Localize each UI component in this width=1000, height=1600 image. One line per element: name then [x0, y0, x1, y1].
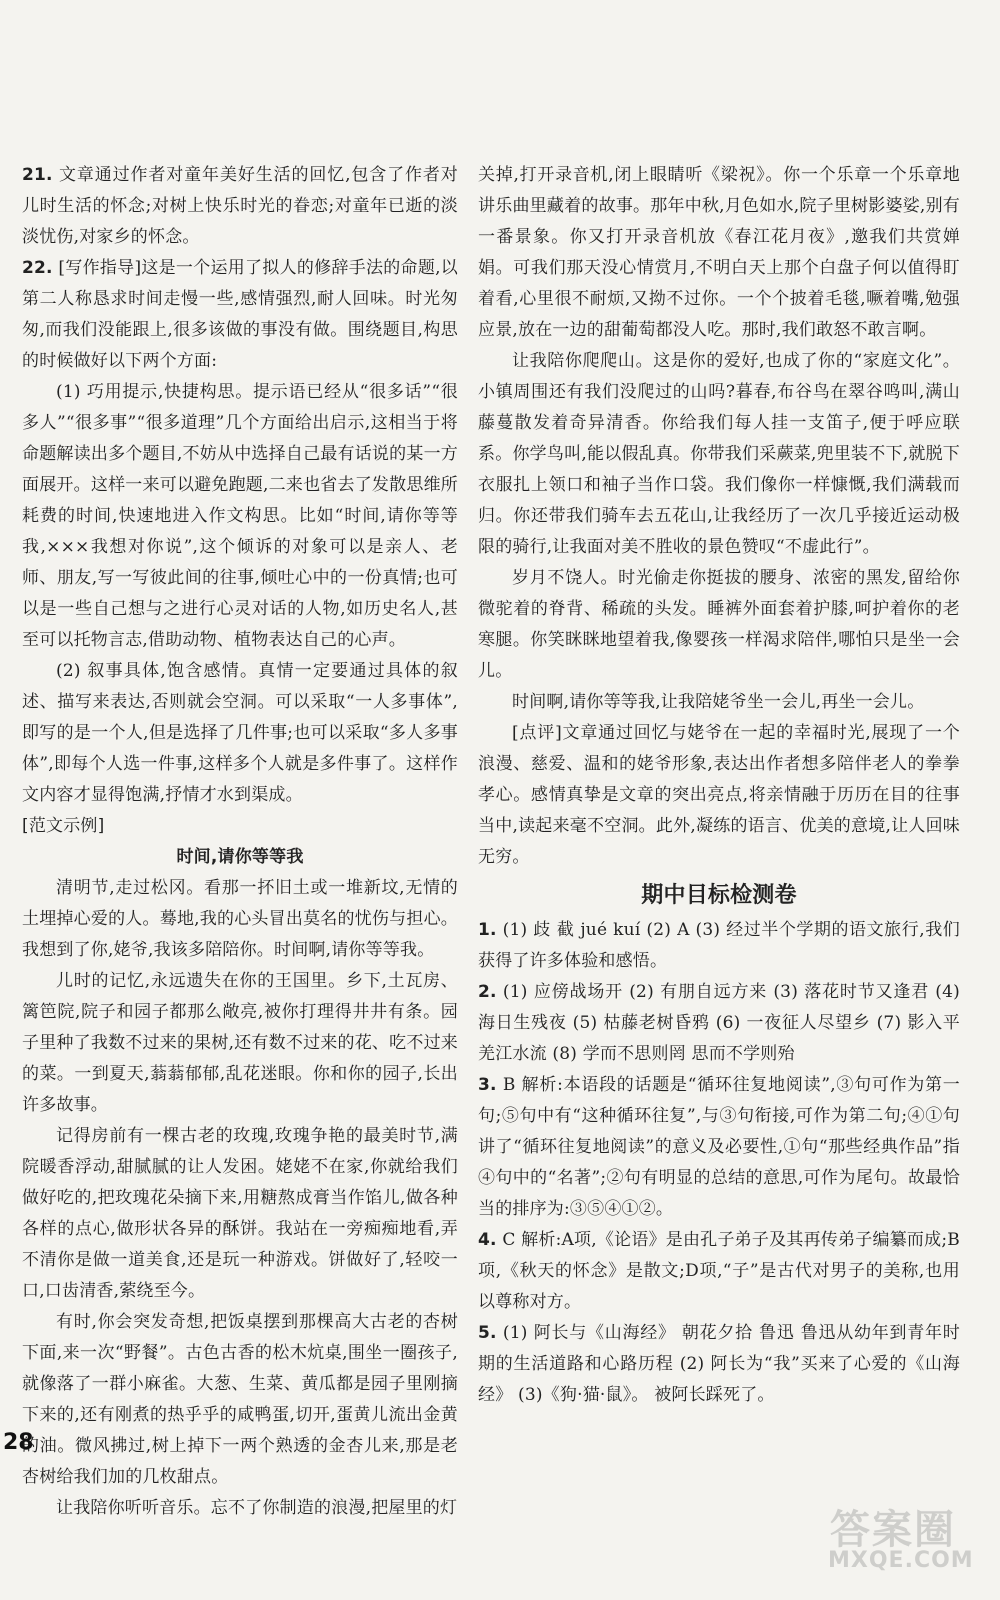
paragraph: 岁月不饶人。时光偷走你挺拔的腰身、浓密的黑发,留给你微驼着的脊背、稀疏的头发。睡裤外面套着护膝,呵护着你的老寒腿。你笑眯眯地望着我,像婴孩一样渴求陪伴,哪怕只是坐一会儿。 — [478, 568, 960, 681]
answer-text: (1) 阿长与《山海经》 朝花夕拾 鲁迅 鲁迅从幼年到青年时期的生活道路和心路历程 (2) 阿长为“我”买来了心爱的《山海经》 (3)《狗·猫·鼠》。 被阿长踩死了。 — [478, 1323, 960, 1405]
answer-item — [478, 1225, 960, 1318]
answer-item — [22, 160, 458, 253]
answer-text: (1) 应傍战场开 (2) 有朋自远方来 (3) 落花时节又逢君 (4) 海日生残夜 (5) 枯藤老树昏鸦 (6) 一夜征人尽望乡 (7) 影入平羌江水流 (8) 学而不思则罔 思而不学则殆 — [478, 982, 960, 1064]
section-label: [范文示例] — [22, 816, 105, 836]
left-column — [22, 160, 458, 1524]
answer-text: B 解析:本语段的话题是“循环往复地阅读”,③句可作为第一句;⑤句中有“这种循环往复”,与③句衔接,可作为第二句;④①句讲了“循环往复地阅读”的意义及必要性,①句“那些经典作品”指④句中的“名著”;②句有明显的总结的意思,可作为尾句。故最恰当的排序为:③⑤④①②。 — [478, 1075, 960, 1219]
watermark-logo — [824, 1498, 984, 1578]
answer-number: 1. — [478, 920, 497, 940]
paragraph: (1) 巧用提示,快捷构思。提示语已经从“很多话”“很多人”“很多事”“很多道理”几个方面给出启示,这相当于将命题解读出多个题目,不妨从中选择自己最有话说的某一方面展开。这样一来可以避免跑题,二来也省去了发散思维所耗费的时间,快速地进入作文构思。比如“时间,请你等等我,×××我想对你说”,这个倾诉的对象可以是亲人、老师、朋友,写一写彼此间的往事,倾吐心中的一份真情;也可以是一些自己想与之进行心灵对话的人物,如历史名人,甚至可以托物言志,借助动物、植物表达自己的心声。 — [22, 382, 458, 650]
paragraph: 时间啊,请你等等我,让我陪姥爷坐一会儿,再坐一会儿。 — [512, 692, 925, 712]
page-number: 28 — [3, 1430, 34, 1455]
answer-number: 2. — [478, 982, 497, 1002]
answer-number: 4. — [478, 1230, 497, 1250]
paragraph: 有时,你会突发奇想,把饭桌摆到那棵高大古老的杏树下面,来一次“野餐”。古色古香的松木炕桌,围坐一圈孩子,就像落了一群小麻雀。大葱、生菜、黄瓜都是园子里刚摘下来的,还有刚煮的热乎乎的咸鸭蛋,切开,蛋黄儿流出金黄的油。微风拂过,树上掉下一两个熟透的金杏儿来,那是老杏树给我们加的几枚甜点。 — [22, 1312, 458, 1487]
paragraph: 清明节,走过松冈。看那一抔旧土或一堆新坟,无情的土埋掉心爱的人。蓦地,我的心头冒出莫名的忧伤与担心。我想到了你,姥爷,我该多陪陪你。时间啊,请你等等我。 — [22, 878, 458, 960]
paragraph: 让我陪你爬爬山。这是你的爱好,也成了你的“家庭文化”。小镇周围还有我们没爬过的山吗?暮春,布谷鸟在翠谷鸣叫,满山藤蔓散发着奇异清香。你给我们每人挂一支笛子,便于呼应联系。你学鸟叫,能以假乱真。你带我们采蕨菜,兜里装不下,就脱下衣服扎上领口和袖子当作口袋。我们像你一样慷慨,我们满载而归。你还带我们骑车去五花山,让我经历了一次几乎接近运动极限的骑行,让我面对美不胜收的景色赞叹“不虚此行”。 — [478, 351, 960, 557]
paragraph: [点评]文章通过回忆与姥爷在一起的幸福时光,展现了一个浪漫、慈爱、温和的姥爷形象,表达出作者想多陪伴老人的拳拳孝心。感情真挚是文章的突出亮点,将亲情融于历历在目的往事当中,读起来毫不空洞。此外,凝练的语言、优美的意境,让人回味无穷。 — [478, 723, 960, 867]
answer-item — [478, 1070, 960, 1225]
answer-item — [22, 253, 458, 377]
paragraph: 关掉,打开录音机,闭上眼睛听《梁祝》。你一个乐章一个乐章地讲乐曲里藏着的故事。那年中秋,月色如水,院子里树影婆娑,别有一番景象。你又打开录音机放《春江花月夜》,邀我们共赏婵娟。可我们那天没心情赏月,不明白天上那个白盘子何以值得盯着看,心里很不耐烦,又拗不过你。一个个披着毛毯,噘着嘴,勉强应景,放在一边的甜葡萄都没人吃。那时,我们敢怒不敢言啊。 — [478, 165, 960, 340]
answer-text: [写作指导]这是一个运用了拟人的修辞手法的命题,以第二人称恳求时间走慢一些,感情强烈,耐人回味。时光匆匆,而我们没能跟上,很多该做的事没有做。围绕题目,构思的时候做好以下两个方面: — [22, 258, 458, 371]
answer-number: 3. — [478, 1075, 497, 1095]
essay-title: 时间,请你等等我 — [176, 847, 304, 867]
paragraph: 儿时的记忆,永远遗失在你的王国里。乡下,土瓦房、篱笆院,院子和园子都那么敞亮,被你打理得井井有条。园子里种了我数不过来的果树,还有数不过来的花、吃不过来的菜。一到夏天,蓊蓊郁郁,乱花迷眼。你和你的园子,长出许多故事。 — [22, 971, 458, 1115]
section-title: 期中目标检测卷 — [641, 883, 797, 908]
answer-number: 22. — [22, 258, 53, 278]
answer-item — [478, 1318, 960, 1411]
answer-item — [478, 915, 960, 977]
paragraph: 记得房前有一棵古老的玫瑰,玫瑰争艳的最美时节,满院暖香浮动,甜腻腻的让人发困。姥姥不在家,你就给我们做好吃的,把玫瑰花朵摘下来,用糖熬成膏当作馅儿,做各种各样的点心,做形状各异的酥饼。我站在一旁痴痴地看,弄不清你是做一道美食,还是玩一种游戏。饼做好了,轻咬一口,口齿清香,萦绕至今。 — [22, 1126, 458, 1301]
paragraph: (2) 叙事具体,饱含感情。真情一定要通过具体的叙述、描写来表达,否则就会空洞。可以采取“一人多事体”,即写的是一个人,但是选择了几件事;也可以采取“多人多事体”,即每个人选一件事,这样多个人就是多件事了。这样作文内容才显得饱满,抒情才水到渠成。 — [22, 661, 458, 805]
answer-number: 5. — [478, 1323, 497, 1343]
answer-text: (1) 歧 截 jué kuí (2) A (3) 经过半个学期的语文旅行,我们获得了许多体验和感悟。 — [478, 920, 960, 971]
answer-text: 文章通过作者对童年美好生活的回忆,包含了作者对儿时生活的怀念;对树上快乐时光的眷恋;对童年已逝的淡淡忧伤,对家乡的怀念。 — [22, 165, 458, 247]
answer-text: C 解析:A项,《论语》是由孔子弟子及其再传弟子编纂而成;B项,《秋天的怀念》是散文;D项,“子”是古代对男子的美称,也用以尊称对方。 — [478, 1230, 960, 1312]
watermark-text: 答案圈 — [830, 1507, 956, 1553]
right-column — [478, 160, 960, 1411]
answer-number: 21. — [22, 165, 53, 185]
paragraph: 让我陪你听听音乐。忘不了你制造的浪漫,把屋里的灯 — [56, 1498, 458, 1518]
watermark-url: MXQE.COM — [828, 1548, 974, 1573]
answer-item — [478, 977, 960, 1070]
